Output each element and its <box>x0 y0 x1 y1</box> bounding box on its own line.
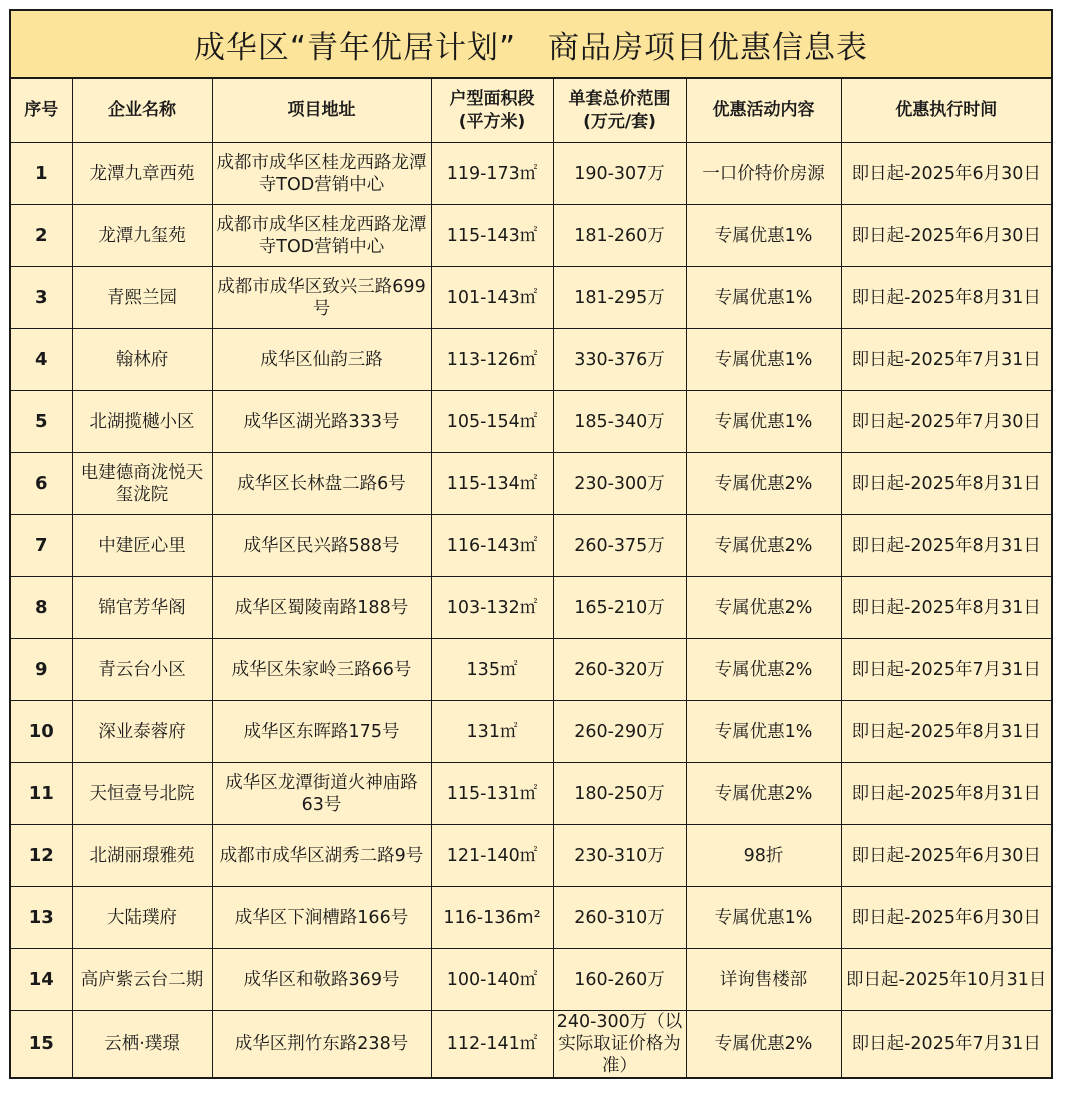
cell-index: 6 <box>11 453 72 515</box>
offer-table <box>11 79 1051 1077</box>
table-row <box>11 701 1051 763</box>
cell-price: 260-310万 <box>553 887 686 949</box>
cell-address: 成华区下涧槽路166号 <box>212 887 431 949</box>
cell-offer: 专属优惠1% <box>686 329 841 391</box>
cell-index: 8 <box>11 577 72 639</box>
cell-address: 成华区民兴路588号 <box>212 515 431 577</box>
table-row <box>11 639 1051 701</box>
cell-company: 深业泰蓉府 <box>72 701 212 763</box>
header-area-line1: 户型面积段 <box>449 88 535 109</box>
cell-price: 330-376万 <box>553 329 686 391</box>
cell-offer: 专属优惠1% <box>686 887 841 949</box>
cell-index: 15 <box>11 1011 72 1078</box>
cell-period: 即日起-2025年10月31日 <box>841 949 1051 1011</box>
cell-address: 成都市成华区桂龙西路龙潭寺TOD营销中心 <box>212 143 431 205</box>
cell-offer: 专属优惠2% <box>686 577 841 639</box>
cell-address: 成华区蜀陵南路188号 <box>212 577 431 639</box>
cell-offer: 专属优惠1% <box>686 205 841 267</box>
header-period: 优惠执行时间 <box>841 79 1051 143</box>
cell-price: 185-340万 <box>553 391 686 453</box>
table-row <box>11 391 1051 453</box>
table-row <box>11 825 1051 887</box>
cell-offer: 专属优惠1% <box>686 391 841 453</box>
cell-index: 10 <box>11 701 72 763</box>
cell-area: 135㎡ <box>431 639 553 701</box>
cell-address: 成华区东晖路175号 <box>212 701 431 763</box>
cell-offer: 专属优惠2% <box>686 453 841 515</box>
cell-area: 112-141㎡ <box>431 1011 553 1078</box>
cell-period: 即日起-2025年6月30日 <box>841 205 1051 267</box>
cell-offer: 详询售楼部 <box>686 949 841 1011</box>
cell-offer: 专属优惠1% <box>686 701 841 763</box>
cell-period: 即日起-2025年7月31日 <box>841 1011 1051 1078</box>
cell-company: 北湖揽樾小区 <box>72 391 212 453</box>
header-row <box>11 79 1051 143</box>
cell-period: 即日起-2025年8月31日 <box>841 453 1051 515</box>
cell-period: 即日起-2025年8月31日 <box>841 577 1051 639</box>
cell-address: 成华区长林盘二路6号 <box>212 453 431 515</box>
cell-company: 青云台小区 <box>72 639 212 701</box>
cell-period: 即日起-2025年6月30日 <box>841 887 1051 949</box>
cell-area: 121-140㎡ <box>431 825 553 887</box>
cell-address: 成都市成华区湖秀二路9号 <box>212 825 431 887</box>
cell-company: 云栖·璞璟 <box>72 1011 212 1078</box>
cell-address: 成华区朱家岭三路66号 <box>212 639 431 701</box>
cell-offer: 专属优惠2% <box>686 639 841 701</box>
cell-address: 成华区湖光路333号 <box>212 391 431 453</box>
header-price-line1: 单套总价范围 <box>568 88 671 109</box>
table-row <box>11 763 1051 825</box>
cell-index: 2 <box>11 205 72 267</box>
table-row <box>11 949 1051 1011</box>
header-area-line2: (平方米) <box>458 111 526 132</box>
cell-company: 电建德商泷悦天玺泷院 <box>72 453 212 515</box>
cell-company: 高庐紫云台二期 <box>72 949 212 1011</box>
cell-index: 4 <box>11 329 72 391</box>
cell-area: 131㎡ <box>431 701 553 763</box>
cell-offer: 专属优惠2% <box>686 515 841 577</box>
cell-index: 13 <box>11 887 72 949</box>
table-row <box>11 205 1051 267</box>
cell-address: 成华区和敬路369号 <box>212 949 431 1011</box>
cell-price: 230-300万 <box>553 453 686 515</box>
cell-index: 7 <box>11 515 72 577</box>
table-row <box>11 515 1051 577</box>
cell-price: 240-300万（以实际取证价格为准） <box>553 1011 686 1078</box>
header-index: 序号 <box>11 79 72 143</box>
header-offer: 优惠活动内容 <box>686 79 841 143</box>
page-title: 成华区“青年优居计划” 商品房项目优惠信息表 <box>11 11 1051 79</box>
cell-address: 成华区龙潭街道火神庙路63号 <box>212 763 431 825</box>
cell-offer: 一口价特价房源 <box>686 143 841 205</box>
cell-offer: 专属优惠2% <box>686 763 841 825</box>
cell-offer: 98折 <box>686 825 841 887</box>
offer-sheet <box>9 9 1053 1079</box>
cell-area: 113-126㎡ <box>431 329 553 391</box>
cell-price: 160-260万 <box>553 949 686 1011</box>
cell-period: 即日起-2025年8月31日 <box>841 701 1051 763</box>
cell-address: 成都市成华区致兴三路699号 <box>212 267 431 329</box>
cell-company: 大陆璞府 <box>72 887 212 949</box>
cell-period: 即日起-2025年7月31日 <box>841 329 1051 391</box>
cell-price: 230-310万 <box>553 825 686 887</box>
cell-company: 中建匠心里 <box>72 515 212 577</box>
cell-price: 190-307万 <box>553 143 686 205</box>
cell-price: 260-320万 <box>553 639 686 701</box>
table-row <box>11 329 1051 391</box>
cell-company: 龙潭九章西苑 <box>72 143 212 205</box>
cell-price: 260-375万 <box>553 515 686 577</box>
cell-company: 翰林府 <box>72 329 212 391</box>
cell-period: 即日起-2025年7月30日 <box>841 391 1051 453</box>
cell-period: 即日起-2025年7月31日 <box>841 639 1051 701</box>
cell-period: 即日起-2025年8月31日 <box>841 515 1051 577</box>
table-row <box>11 267 1051 329</box>
cell-area: 116-136m² <box>431 887 553 949</box>
header-price <box>553 79 686 143</box>
cell-period: 即日起-2025年6月30日 <box>841 143 1051 205</box>
cell-period: 即日起-2025年8月31日 <box>841 267 1051 329</box>
header-area <box>431 79 553 143</box>
cell-address: 成华区仙韵三路 <box>212 329 431 391</box>
cell-index: 9 <box>11 639 72 701</box>
cell-company: 北湖丽璟雅苑 <box>72 825 212 887</box>
header-address: 项目地址 <box>212 79 431 143</box>
header-price-line2: (万元/套) <box>583 111 656 132</box>
cell-area: 103-132㎡ <box>431 577 553 639</box>
cell-area: 100-140㎡ <box>431 949 553 1011</box>
cell-area: 115-134㎡ <box>431 453 553 515</box>
table-row <box>11 143 1051 205</box>
cell-offer: 专属优惠1% <box>686 267 841 329</box>
cell-company: 青熙兰园 <box>72 267 212 329</box>
table-row <box>11 577 1051 639</box>
cell-price: 165-210万 <box>553 577 686 639</box>
cell-period: 即日起-2025年8月31日 <box>841 763 1051 825</box>
cell-period: 即日起-2025年6月30日 <box>841 825 1051 887</box>
header-company: 企业名称 <box>72 79 212 143</box>
cell-price: 260-290万 <box>553 701 686 763</box>
cell-index: 5 <box>11 391 72 453</box>
cell-price: 181-260万 <box>553 205 686 267</box>
cell-offer: 专属优惠2% <box>686 1011 841 1078</box>
cell-address: 成都市成华区桂龙西路龙潭寺TOD营销中心 <box>212 205 431 267</box>
cell-area: 115-143㎡ <box>431 205 553 267</box>
cell-area: 105-154㎡ <box>431 391 553 453</box>
cell-company: 龙潭九玺苑 <box>72 205 212 267</box>
cell-address: 成华区荆竹东路238号 <box>212 1011 431 1078</box>
cell-price: 181-295万 <box>553 267 686 329</box>
cell-index: 3 <box>11 267 72 329</box>
table-row <box>11 453 1051 515</box>
cell-index: 12 <box>11 825 72 887</box>
cell-area: 119-173㎡ <box>431 143 553 205</box>
cell-area: 115-131㎡ <box>431 763 553 825</box>
cell-company: 锦官芳华阁 <box>72 577 212 639</box>
cell-company: 天恒壹号北院 <box>72 763 212 825</box>
cell-area: 101-143㎡ <box>431 267 553 329</box>
table-row <box>11 887 1051 949</box>
cell-index: 1 <box>11 143 72 205</box>
cell-index: 14 <box>11 949 72 1011</box>
table-row <box>11 1011 1051 1078</box>
cell-index: 11 <box>11 763 72 825</box>
cell-price: 180-250万 <box>553 763 686 825</box>
cell-area: 116-143㎡ <box>431 515 553 577</box>
